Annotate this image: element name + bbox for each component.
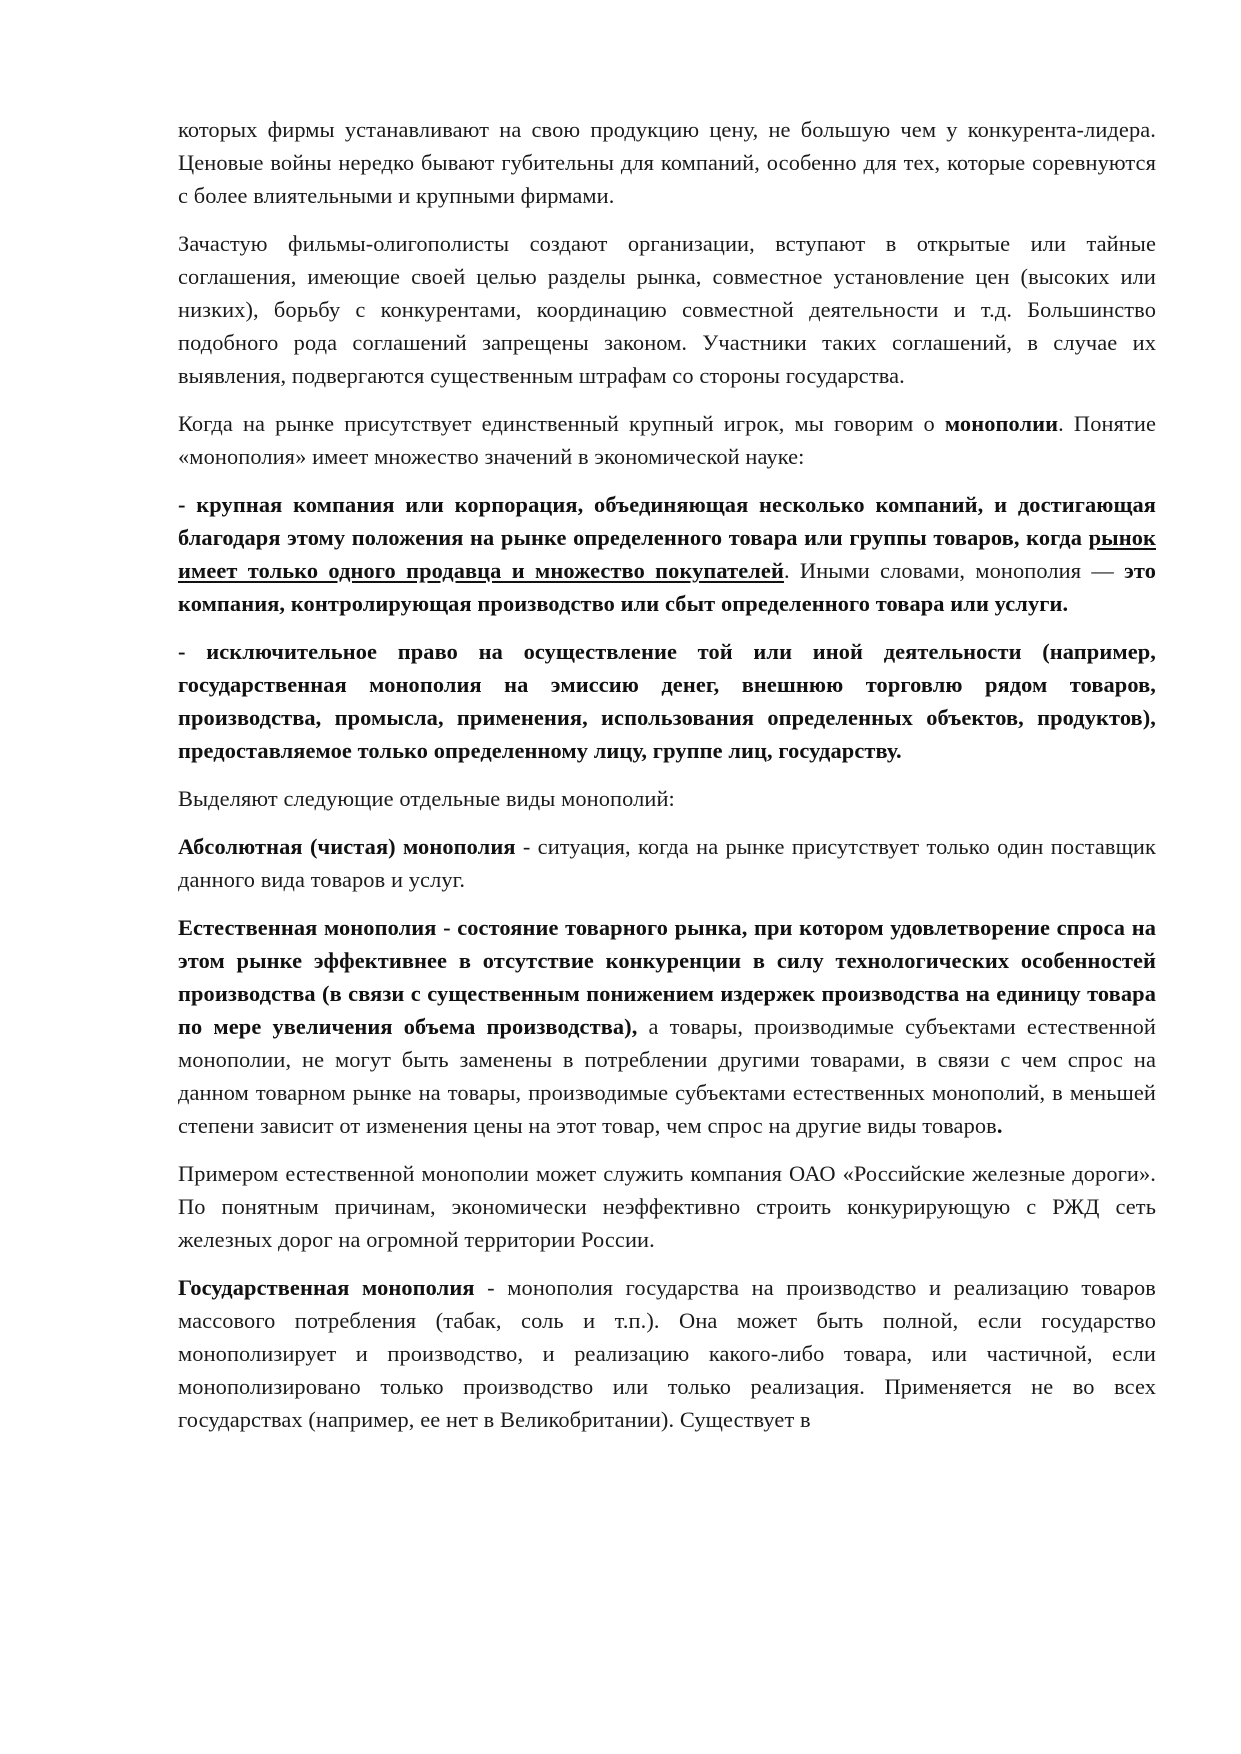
definition-bold: - исключительное право на осуществление той или иной деятельности (например, государственная монополия на эмиссию денег, внешнюю торговлю рядом товаров, производства, промысла, применения, использования определенных объектов, продуктов), предоставляемое только определенному лицу, группе лиц, государству.: [178, 639, 1156, 763]
term-natural-monopoly: Естественная монополия - состояние товарного рынка, при котором удовлетворение спроса на этом рынке эффективнее в отсутствие конкуренции в силу технологических особенностей производства (в связи с существенным понижением издержек производства на единицу товара по мере увеличения объема производства),: [178, 915, 1156, 1039]
text-run: Когда на рынке присутствует единственный крупный игрок, мы говорим о: [178, 411, 945, 436]
paragraph-definition-exclusive-right: [178, 635, 1156, 767]
definition-bold-end: это компания, контролирующая производство или сбыт определенного товара или услуги.: [178, 558, 1157, 616]
text-run: . Иными словами, монополия —: [783, 558, 1125, 583]
paragraph-state-monopoly: [178, 1271, 1156, 1436]
text-run: Выделяют следующие отдельные виды монополий:: [178, 786, 675, 811]
paragraph-types-intro: [178, 782, 1156, 815]
paragraph-natural-monopoly: [178, 911, 1156, 1142]
text-run: . Понятие «монополия» имеет множество значений в экономической науке:: [178, 411, 1156, 469]
paragraph-oligopoly-agreements: [178, 227, 1156, 392]
paragraph-rzd-example: [178, 1157, 1156, 1256]
paragraph-monopoly-intro: [178, 407, 1156, 473]
text-run: - ситуация, когда на рынке присутствует только один поставщик данного вида товаров и услуг.: [178, 834, 1156, 892]
term-absolute-monopoly: Абсолютная (чистая) монополия: [178, 834, 516, 859]
paragraph-absolute-monopoly: [178, 830, 1156, 896]
definition-bold: - крупная компания или корпорация, объединяющая несколько компаний, и достигающая благодаря этому положения на рынке определенного товара или группы товаров, когда: [178, 492, 1156, 550]
text-run: - монополия государства на производство и реализацию товаров массового потребления (табак, соль и т.п.). Она может быть полной, если государство монополизирует и производство, и реализацию какого-либо товара, или частичной, если монополизировано только производство или только реализация. Применяется не во всех государствах (например, ее нет в Великобритании). Существует в: [178, 1275, 1156, 1432]
text-run: а товары, производимые субъектами естественной монополии, не могут быть заменены в потреблении другими товарами, в связи с чем спрос на данном товарном рынке на товары, производимые субъектами естественных монополий, в меньшей степени зависит от изменения цены на этот товар, чем спрос на другие виды товаров: [178, 1014, 1156, 1138]
text-run: Зачастую фильмы-олигополисты создают организации, вступают в открытые или тайные соглашения, имеющие своей целью разделы рынка, совместное установление цен (высоких или низких), борьбу с конкурентами, координацию совместной деятельности и т.д. Большинство подобного рода соглашений запрещены законом. Участники таких соглашений, в случае их выявления, подвергаются существенным штрафам со стороны государства.: [178, 231, 1156, 388]
text-run: которых фирмы устанавливают на свою продукцию цену, не большую чем у конкурента-лидера. Ценовые войны нередко бывают губительны для компаний, особенно для тех, которые соревнуются с более влиятельными и крупными фирмами.: [178, 117, 1156, 208]
term-monopoly: монополии: [944, 411, 1059, 436]
period-bold: .: [996, 1113, 1003, 1138]
term-state-monopoly: Государственная монополия: [178, 1275, 475, 1300]
paragraph-definition-company: [178, 488, 1156, 620]
paragraph-price-wars: [178, 113, 1156, 212]
document-page: [178, 113, 1156, 1451]
definition-underlined: рынок имеет только одного продавца и множество покупателей: [178, 525, 1156, 583]
text-run: Примером естественной монополии может служить компания ОАО «Российские железные дороги». По понятным причинам, экономически неэффективно строить конкурирующую с РЖД сеть железных дорог на огромной территории России.: [178, 1161, 1156, 1252]
